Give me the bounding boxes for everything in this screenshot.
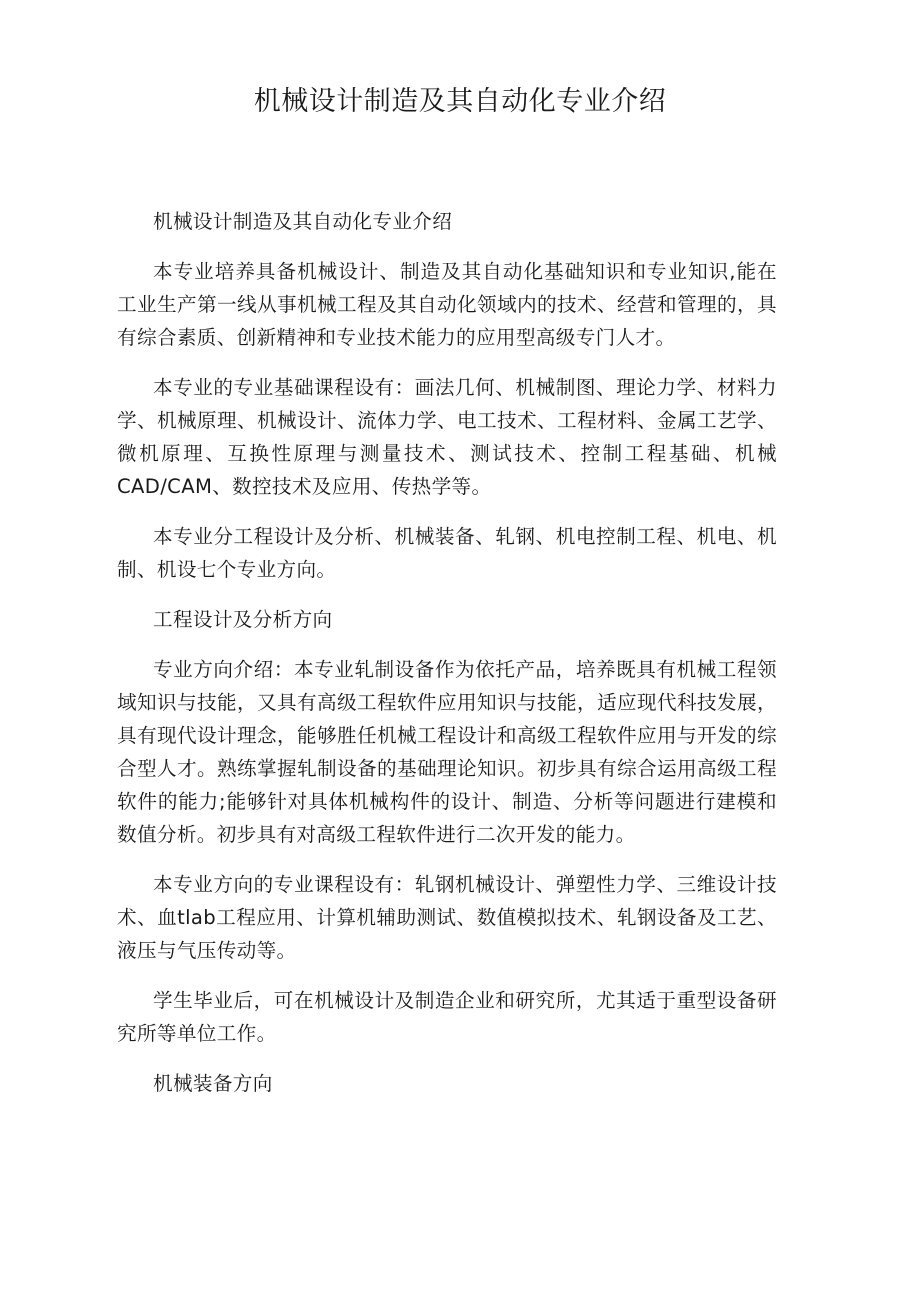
mechanical-equipment-heading: 机械装备方向: [153, 1072, 273, 1095]
direction-courses-paragraph: 本专业方向的专业课程设有：轧钢机械设计、弹塑性力学、三维设计技术、血tlab工程应用、计算机辅助测试、数值模拟技术、轧钢设备及工艺、液压与气压传动等。: [117, 873, 777, 962]
directions-overview-paragraph: 本专业分工程设计及分析、机械装备、轧钢、机电控制工程、机电、机制、机设七个专业方向。: [117, 525, 777, 581]
intro-heading: 机械设计制造及其自动化专业介绍: [153, 210, 453, 233]
foundation-courses-paragraph: 本专业的专业基础课程设有：画法几何、机械制图、理论力学、材料力学、机械原理、机械设计、流体力学、电工技术、工程材料、金属工艺学、微机原理、互换性原理与测量技术、测试技术、控制工程基础、机械CAD/CAM、数控技术及应用、传热学等。: [117, 376, 777, 498]
career-paragraph: 学生毕业后，可在机械设计及制造企业和研究所，尤其适于重型设备研究所等单位工作。: [117, 989, 777, 1045]
direction-intro-paragraph: 专业方向介绍：本专业轧制设备作为依托产品，培养既具有机械工程领域知识与技能，又具有高级工程软件应用知识与技能，适应现代科技发展，具有现代设计理念，能够胜任机械工程设计和高级工程软件应用与开发的综合型人才。熟练掌握轧制设备的基础理论知识。初步具有综合运用高级工程软件的能力;能够针对具体机械构件的设计、制造、分析等问题进行建模和数值分析。初步具有对高级工程软件进行二次开发的能力。: [117, 658, 777, 846]
training-goal-paragraph: 本专业培养具备机械设计、制造及其自动化基础知识和专业知识,能在工业生产第一线从事机械工程及其自动化领域内的技术、经营和管理的，具有综合素质、创新精神和专业技术能力的应用型高级专门人才。: [117, 260, 777, 349]
engineering-design-heading: 工程设计及分析方向: [153, 608, 333, 631]
document-title: 机械设计制造及其自动化专业介绍: [253, 86, 667, 117]
document-body: [117, 205, 777, 1117]
